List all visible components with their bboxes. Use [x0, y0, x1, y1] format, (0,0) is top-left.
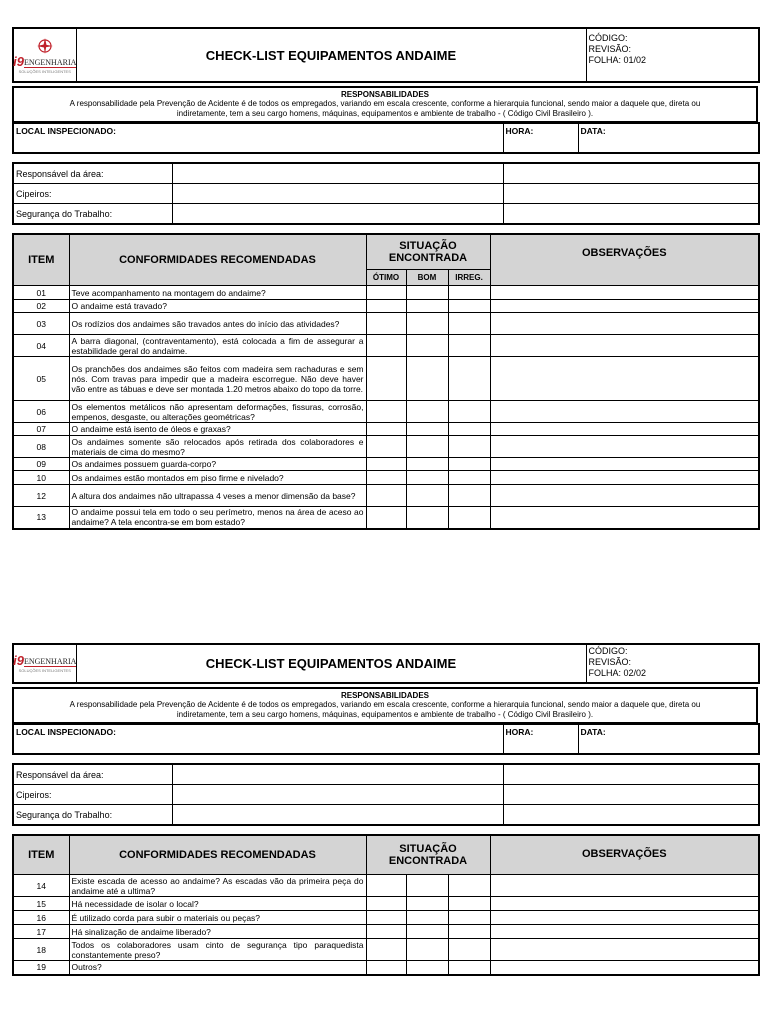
item-number: 14 — [13, 875, 69, 897]
responsabilidades-line-1: A responsabilidade pela Prevenção de Acidente é de todos os empregados, variando em escala crescente, conforme a hierarquia funcional, sendo maior a daquele que, direta ou — [69, 99, 701, 108]
responsabilidades-title: RESPONSABILIDADES — [340, 90, 429, 99]
observacoes-input[interactable] — [490, 875, 759, 897]
hora-field[interactable]: HORA: — [503, 123, 578, 153]
table-row — [13, 897, 759, 911]
conformidades-header: CONFORMIDADES RECOMENDADAS — [69, 234, 366, 286]
observacoes-header: OBSERVAÇÕES — [490, 835, 759, 875]
irreg-checkbox[interactable] — [448, 507, 490, 529]
table-row — [13, 764, 759, 785]
otimo-checkbox[interactable] — [366, 423, 406, 436]
data-field[interactable]: DATA: — [578, 724, 759, 754]
irreg-checkbox[interactable] — [448, 313, 490, 335]
bom-checkbox[interactable] — [406, 485, 448, 507]
seguranca-input[interactable] — [172, 204, 503, 225]
otimo-checkbox[interactable] — [366, 897, 406, 911]
item-description: Teve acompanhamento na montagem do andaime? — [69, 286, 366, 300]
company-logo — [14, 32, 76, 78]
irreg-checkbox[interactable] — [448, 436, 490, 458]
table-row — [13, 436, 759, 458]
bom-header: BOM — [406, 270, 448, 286]
bom-checkbox[interactable] — [406, 286, 448, 300]
bom-checkbox[interactable] — [406, 471, 448, 485]
observacoes-input[interactable] — [490, 471, 759, 485]
data-field[interactable]: DATA: — [578, 123, 759, 153]
bom-checkbox[interactable] — [406, 961, 448, 975]
observacoes-input[interactable] — [490, 286, 759, 300]
item-number: 08 — [13, 436, 69, 458]
otimo-checkbox[interactable] — [366, 925, 406, 939]
logo-tagline: SOLUÇÕES INTELIGENTES — [18, 668, 71, 673]
seguranca-sign[interactable] — [503, 204, 759, 225]
item-number: 16 — [13, 911, 69, 925]
item-number: 18 — [13, 939, 69, 961]
otimo-checkbox[interactable] — [366, 300, 406, 313]
item-description: A altura dos andaimes não ultrapassa 4 veses a menor dimensão da base? — [69, 485, 366, 507]
responsavel-input[interactable] — [172, 163, 503, 184]
compass-star-icon — [34, 37, 56, 55]
cipeiros-label: Cipeiros: — [13, 785, 172, 805]
cipeiros-input[interactable] — [172, 785, 503, 805]
table-row — [13, 204, 759, 225]
cipeiros-input[interactable] — [172, 184, 503, 204]
logo-cell — [13, 28, 76, 82]
bom-checkbox[interactable] — [406, 939, 448, 961]
situacao-header: SITUAÇÃO ENCONTRADA — [366, 835, 490, 875]
page-title: CHECK-LIST EQUIPAMENTOS ANDAIME — [76, 28, 586, 82]
checklist-sheet-1 — [12, 27, 758, 530]
responsabilidades-box — [12, 86, 758, 122]
logo-mark: i9 — [13, 53, 24, 69]
item-number: 09 — [13, 458, 69, 471]
cipeiros-label: Cipeiros: — [13, 184, 172, 204]
otimo-checkbox[interactable] — [366, 401, 406, 423]
local-inspecionado-row — [12, 723, 760, 755]
sheet-header — [12, 643, 760, 684]
otimo-checkbox[interactable] — [366, 357, 406, 401]
item-number: 12 — [13, 485, 69, 507]
otimo-checkbox[interactable] — [366, 436, 406, 458]
irreg-checkbox[interactable] — [448, 458, 490, 471]
item-number: 04 — [13, 335, 69, 357]
codigo-label: CÓDIGO: — [588, 33, 628, 43]
otimo-header: ÓTIMO — [366, 270, 406, 286]
local-inspecionado-field[interactable]: LOCAL INSPECIONADO: — [13, 724, 503, 754]
observacoes-input[interactable] — [490, 485, 759, 507]
item-header: ITEM — [13, 234, 69, 286]
table-row — [13, 357, 759, 401]
company-logo — [14, 647, 76, 681]
responsavel-sign[interactable] — [503, 163, 759, 184]
logo-mark: i9 — [13, 653, 24, 668]
otimo-checkbox[interactable] — [366, 458, 406, 471]
responsavel-label: Responsável da área: — [13, 764, 172, 785]
seguranca-sign[interactable] — [503, 805, 759, 826]
table-row — [13, 184, 759, 204]
irreg-checkbox[interactable] — [448, 401, 490, 423]
item-description: Todos os colaboradores usam cinto de segurança tipo paraquedista constantemente preso? — [69, 939, 366, 961]
observacoes-input[interactable] — [490, 925, 759, 939]
logo-tagline: SOLUÇÕES INTELIGENTES — [18, 68, 71, 74]
bom-checkbox[interactable] — [406, 897, 448, 911]
otimo-checkbox[interactable] — [366, 485, 406, 507]
irreg-checkbox[interactable] — [448, 911, 490, 925]
bom-checkbox[interactable] — [406, 458, 448, 471]
responsavel-input[interactable] — [172, 764, 503, 785]
item-description: Os andaimes estão montados em piso firme e nivelado? — [69, 471, 366, 485]
bom-checkbox[interactable] — [406, 300, 448, 313]
bom-checkbox[interactable] — [406, 357, 448, 401]
irreg-header: IRREG. — [448, 270, 490, 286]
item-description: Os rodízios dos andaimes são travados antes do início das atividades? — [69, 313, 366, 335]
local-inspecionado-row — [12, 122, 760, 154]
responsaveis-table — [12, 763, 760, 826]
hora-field[interactable]: HORA: — [503, 724, 578, 754]
otimo-checkbox[interactable] — [366, 335, 406, 357]
otimo-checkbox[interactable] — [366, 286, 406, 300]
bom-checkbox[interactable] — [406, 875, 448, 897]
irreg-checkbox[interactable] — [448, 961, 490, 975]
logo-brand: ENGENHARIA — [23, 57, 77, 67]
logo-brand: ENGENHARIA — [23, 657, 77, 666]
item-description: Os elementos metálicos não apresentam deformações, fissuras, corrosão, empenos, desgaste, ou alterações geométricas? — [69, 401, 366, 423]
folha-label: FOLHA: 02/02 — [588, 668, 647, 678]
table-row — [13, 925, 759, 939]
table-row — [13, 471, 759, 485]
otimo-checkbox[interactable] — [366, 911, 406, 925]
document-codes — [586, 28, 759, 82]
observacoes-input[interactable] — [490, 507, 759, 529]
revisao-label: REVISÃO: — [588, 657, 632, 667]
item-description: Há sinalização de andaime liberado? — [69, 925, 366, 939]
item-number: 06 — [13, 401, 69, 423]
table-row — [13, 939, 759, 961]
table-row — [13, 805, 759, 826]
item-number: 03 — [13, 313, 69, 335]
observacoes-input[interactable] — [490, 897, 759, 911]
bom-checkbox[interactable] — [406, 925, 448, 939]
table-row — [13, 485, 759, 507]
item-number: 01 — [13, 286, 69, 300]
table-row — [13, 423, 759, 436]
item-description: A barra diagonal, (contraventamento), está colocada a fim de assegurar a estabilidade geral do andaime. — [69, 335, 366, 357]
irreg-checkbox[interactable] — [448, 286, 490, 300]
responsaveis-table — [12, 162, 760, 225]
bom-checkbox[interactable] — [406, 436, 448, 458]
local-inspecionado-field[interactable]: LOCAL INSPECIONADO: — [13, 123, 503, 153]
item-description: Os pranchões dos andaimes são feitos com madeira sem rachaduras e sem nós. Com travas para impedir que a madeira escorregue. Não deve haver vão entre as tábuas e deve ser montada 1.20 metros abaixo do topo da torre. — [69, 357, 366, 401]
item-number: 02 — [13, 300, 69, 313]
bom-checkbox[interactable] — [406, 401, 448, 423]
table-row — [13, 875, 759, 897]
checklist-table — [12, 834, 760, 976]
bom-checkbox[interactable] — [406, 507, 448, 529]
observacoes-input[interactable] — [490, 458, 759, 471]
table-row — [13, 961, 759, 975]
table-row — [13, 507, 759, 529]
checklist-sheet-2 — [12, 643, 758, 976]
page-title: CHECK-LIST EQUIPAMENTOS ANDAIME — [76, 644, 586, 683]
item-number: 19 — [13, 961, 69, 975]
codigo-label: CÓDIGO: — [588, 646, 628, 656]
item-number: 17 — [13, 925, 69, 939]
item-description: É utilizado corda para subir o materiais ou peças? — [69, 911, 366, 925]
otimo-checkbox[interactable] — [366, 939, 406, 961]
observacoes-input[interactable] — [490, 401, 759, 423]
situacao-header: SITUAÇÃO ENCONTRADA — [366, 234, 490, 270]
otimo-checkbox[interactable] — [366, 471, 406, 485]
table-row — [13, 300, 759, 313]
observacoes-input[interactable] — [490, 423, 759, 436]
seguranca-label: Segurança do Trabalho: — [13, 204, 172, 225]
item-number: 05 — [13, 357, 69, 401]
folha-label: FOLHA: 01/02 — [588, 55, 647, 65]
seguranca-label: Segurança do Trabalho: — [13, 805, 172, 826]
observacoes-input[interactable] — [490, 313, 759, 335]
table-row — [13, 286, 759, 300]
responsabilidades-line-2: indiretamente, tem a seu cargo homens, máquinas, equipamentos e ambiente de trabalho - ( Código Civil Brasileiro ). — [176, 109, 594, 118]
table-row — [13, 163, 759, 184]
sheet-header — [12, 27, 760, 83]
otimo-checkbox[interactable] — [366, 313, 406, 335]
table-row — [13, 785, 759, 805]
observacoes-input[interactable] — [490, 939, 759, 961]
cipeiros-sign[interactable] — [503, 785, 759, 805]
table-row — [13, 401, 759, 423]
item-description: Outros? — [69, 961, 366, 975]
irreg-checkbox[interactable] — [448, 357, 490, 401]
irreg-checkbox[interactable] — [448, 897, 490, 911]
irreg-checkbox[interactable] — [448, 335, 490, 357]
irreg-checkbox[interactable] — [448, 300, 490, 313]
item-number: 10 — [13, 471, 69, 485]
observacoes-input[interactable] — [490, 357, 759, 401]
responsavel-label: Responsável da área: — [13, 163, 172, 184]
item-number: 13 — [13, 507, 69, 529]
bom-checkbox[interactable] — [406, 313, 448, 335]
bom-checkbox[interactable] — [406, 335, 448, 357]
otimo-checkbox[interactable] — [366, 507, 406, 529]
responsabilidades-line-1: A responsabilidade pela Prevenção de Acidente é de todos os empregados, variando em escala crescente, conforme a hierarquia funcional, sendo maior a daquele que, direta ou — [69, 700, 701, 709]
irreg-checkbox[interactable] — [448, 423, 490, 436]
item-number: 15 — [13, 897, 69, 911]
table-row — [13, 335, 759, 357]
bom-checkbox[interactable] — [406, 911, 448, 925]
item-description: Existe escada de acesso ao andaime? As escadas vão da primeira peça do andaime até a ultima? — [69, 875, 366, 897]
table-row — [13, 458, 759, 471]
otimo-checkbox[interactable] — [366, 961, 406, 975]
irreg-checkbox[interactable] — [448, 485, 490, 507]
irreg-checkbox[interactable] — [448, 875, 490, 897]
revisao-label: REVISÃO: — [588, 44, 632, 54]
item-description: O andaime está travado? — [69, 300, 366, 313]
observacoes-input[interactable] — [490, 911, 759, 925]
observacoes-input[interactable] — [490, 300, 759, 313]
otimo-checkbox[interactable] — [366, 875, 406, 897]
irreg-checkbox[interactable] — [448, 939, 490, 961]
item-description: Há necessidade de isolar o local? — [69, 897, 366, 911]
responsabilidades-title: RESPONSABILIDADES — [340, 691, 429, 700]
observacoes-input[interactable] — [490, 436, 759, 458]
item-header: ITEM — [13, 835, 69, 875]
bom-checkbox[interactable] — [406, 423, 448, 436]
responsabilidades-line-2: indiretamente, tem a seu cargo homens, máquinas, equipamentos e ambiente de trabalho - ( Código Civil Brasileiro ). — [176, 710, 594, 719]
cipeiros-sign[interactable] — [503, 184, 759, 204]
item-description: Os andaimes possuem guarda-corpo? — [69, 458, 366, 471]
checklist-table — [12, 233, 760, 530]
item-description: O andaime possui tela em todo o seu perímetro, menos na área de aceso ao andaime? A tela encontra-se em bom estado? — [69, 507, 366, 529]
table-row — [13, 313, 759, 335]
irreg-checkbox[interactable] — [448, 925, 490, 939]
table-row — [13, 911, 759, 925]
document-codes — [586, 644, 759, 683]
item-description: Os andaimes somente são relocados após retirada dos colaboradores e materiais de cima do mesmo? — [69, 436, 366, 458]
logo-cell — [13, 644, 76, 683]
conformidades-header: CONFORMIDADES RECOMENDADAS — [69, 835, 366, 875]
observacoes-input[interactable] — [490, 961, 759, 975]
item-number: 07 — [13, 423, 69, 436]
seguranca-input[interactable] — [172, 805, 503, 826]
responsavel-sign[interactable] — [503, 764, 759, 785]
observacoes-header: OBSERVAÇÕES — [490, 234, 759, 286]
item-description: O andaime está isento de óleos e graxas? — [69, 423, 366, 436]
observacoes-input[interactable] — [490, 335, 759, 357]
irreg-checkbox[interactable] — [448, 471, 490, 485]
responsabilidades-box — [12, 687, 758, 723]
